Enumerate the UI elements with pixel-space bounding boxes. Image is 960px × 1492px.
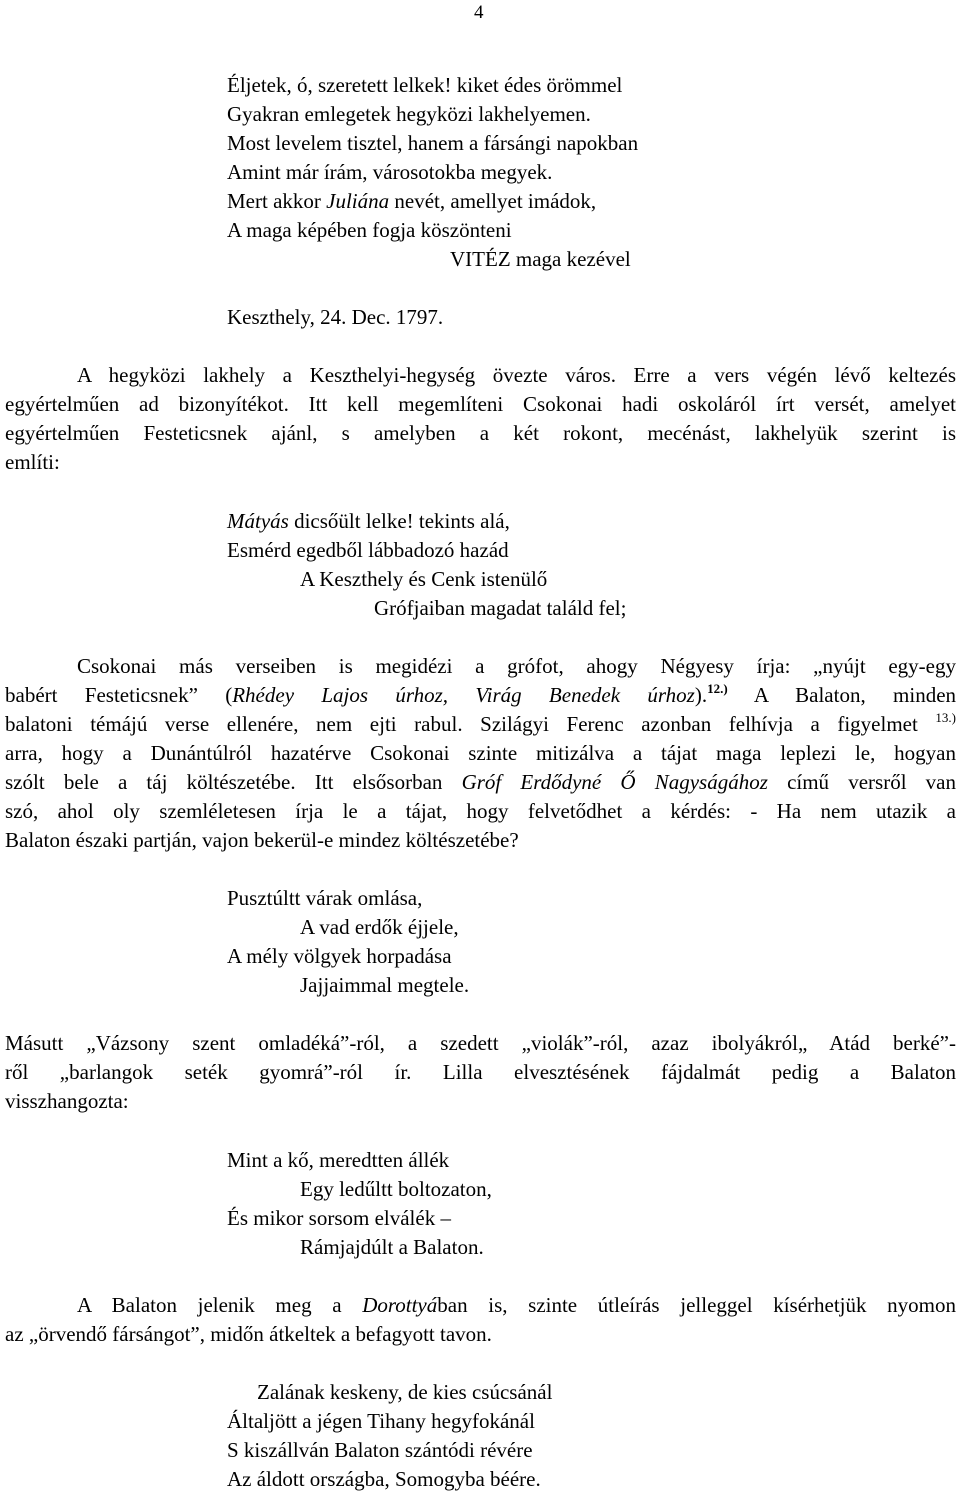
paragraph-line: az „örvendő fársángot”, midőn átkeltek a befagyott tavon. — [5, 1322, 492, 1346]
paragraph-line: visszhangozta: — [5, 1089, 129, 1113]
name-italic: Mátyás — [227, 509, 289, 533]
poem-signature: VITÉZ maga kezével — [450, 247, 631, 271]
page-number: 4 — [474, 2, 484, 23]
paragraph-line — [5, 772, 956, 793]
poem-line: Általjött a jégen Tihany hegyfokánál — [227, 1409, 535, 1433]
paragraph-line: szó, ahol oly szemléletesen írja le a tájat, hogy felvetődhet a kérdés: - Ha nem utazik a — [5, 799, 956, 823]
poem-line: Zalának keskeny, de kies csúcsánál — [257, 1380, 553, 1404]
poem-line: Az áldott országba, Somogyba béére. — [227, 1467, 541, 1491]
poem-line: Gyakran emlegetek hegyközi lakhelyemen. — [227, 102, 591, 126]
poem-line — [227, 511, 510, 532]
text: Mert akkor — [227, 189, 327, 213]
text: című versről van — [767, 770, 956, 794]
title-italic: Dorottyá — [362, 1293, 438, 1317]
poem-line: A vad erdők éjjele, — [300, 915, 459, 939]
poem-line: Most levelem tisztel, hanem a fársángi napokban — [227, 131, 639, 155]
paragraph-line: egyértelműen ad bizonyítékot. Itt kell megemlíteni Csokonai hadi oskoláról írt versét, amelyet — [5, 392, 956, 416]
paragraph-line: arra, hogy a Dunántúlról hazatérve Csokonai szinte mitizálva a tájat maga leplezi le, hogyan — [5, 741, 956, 765]
paragraph-line: említi: — [5, 450, 60, 474]
poem-line: Esmérd egedből lábbadozó hazád — [227, 538, 509, 562]
poem-line: Rámjajdúlt a Balaton. — [300, 1235, 484, 1259]
paragraph-line — [5, 710, 956, 736]
poem-line: Mint a kő, meredtten állék — [227, 1148, 450, 1172]
poem-line: Éljetek, ó, szeretett lelkek! kiket édes örömmel — [227, 73, 623, 97]
paragraph-line: Csokonai más verseiben is megidézi a grófot, ahogy Négyesy írja: „nyújt egy-egy — [77, 654, 956, 678]
text: szólt bele a táj költészetébe. Itt elsősorban — [5, 770, 462, 794]
paragraph-line: Másutt „Vázsony szent omladéká”-ról, a szedett „violák”-ról, azaz ibolyákról„ Atád berké”- — [5, 1031, 956, 1055]
poem-date: Keszthely, 24. Dec. 1797. — [227, 305, 444, 329]
poem-line: Pusztúltt várak omlása, — [227, 886, 423, 910]
text: nevét, amellyet imádok, — [389, 189, 597, 213]
poem-line: S kiszállván Balaton szántódi révére — [227, 1438, 533, 1462]
poem-line: Grófjaiban magadat találd fel; — [374, 596, 627, 620]
text: babért Festeticsnek” ( — [5, 683, 233, 707]
poem-line: A Keszthely és Cenk istenülő — [300, 567, 548, 591]
footnote-ref: 13.) — [935, 710, 956, 725]
footnote-ref: 12.) — [707, 681, 728, 696]
text: A Balaton, minden — [727, 683, 957, 707]
title-italic: Rhédey Lajos úrhoz, Virág Benedek úrhoz — [232, 683, 695, 707]
paragraph-line: egyértelműen Festeticsnek ajánl, s amelyben a két rokont, mecénást, lakhelyük szerint is — [5, 421, 956, 445]
poem-line: A mély völgyek horpadása — [227, 944, 452, 968]
poem-line: Jajjaimmal megtele. — [300, 973, 470, 997]
paragraph-line — [77, 1295, 956, 1316]
paragraph-line: A hegyközi lakhely a Keszthelyi-hegység övezte város. Erre a vers végén lévő keltezés — [77, 363, 956, 387]
paragraph-line: ről „barlangok seték gyomrá”-ról ír. Lilla elvesztésének fájdalmát pedig a Balaton — [5, 1060, 956, 1084]
poem-line — [227, 191, 596, 212]
text: ban is, szinte útleírás jelleggel kísérhetjük nyomon — [437, 1293, 956, 1317]
poem-line: Amint már írám, városotokba megyek. — [227, 160, 553, 184]
title-italic: Gróf Erdődyné Ő Nagyságához — [461, 770, 768, 794]
paragraph-line: Balaton északi partján, vajon bekerül-e mindez költészetébe? — [5, 828, 519, 852]
paragraph-line — [5, 681, 957, 707]
poem-line: Egy ledűltt boltozaton, — [300, 1177, 492, 1201]
text: ). — [694, 683, 708, 707]
poem-line: És mikor sorsom elválék – — [227, 1206, 451, 1230]
poem-line: A maga képében fogja köszönteni — [227, 218, 512, 242]
text: A Balaton jelenik meg a — [77, 1293, 363, 1317]
text: balatoni témájú verse ellenére, nem ejti rabul. Szilágyi Ferenc azonban felhívja a figyelmet — [5, 712, 936, 736]
name-italic: Juliána — [326, 189, 390, 213]
text: dicsőült lelke! tekints alá, — [288, 509, 510, 533]
